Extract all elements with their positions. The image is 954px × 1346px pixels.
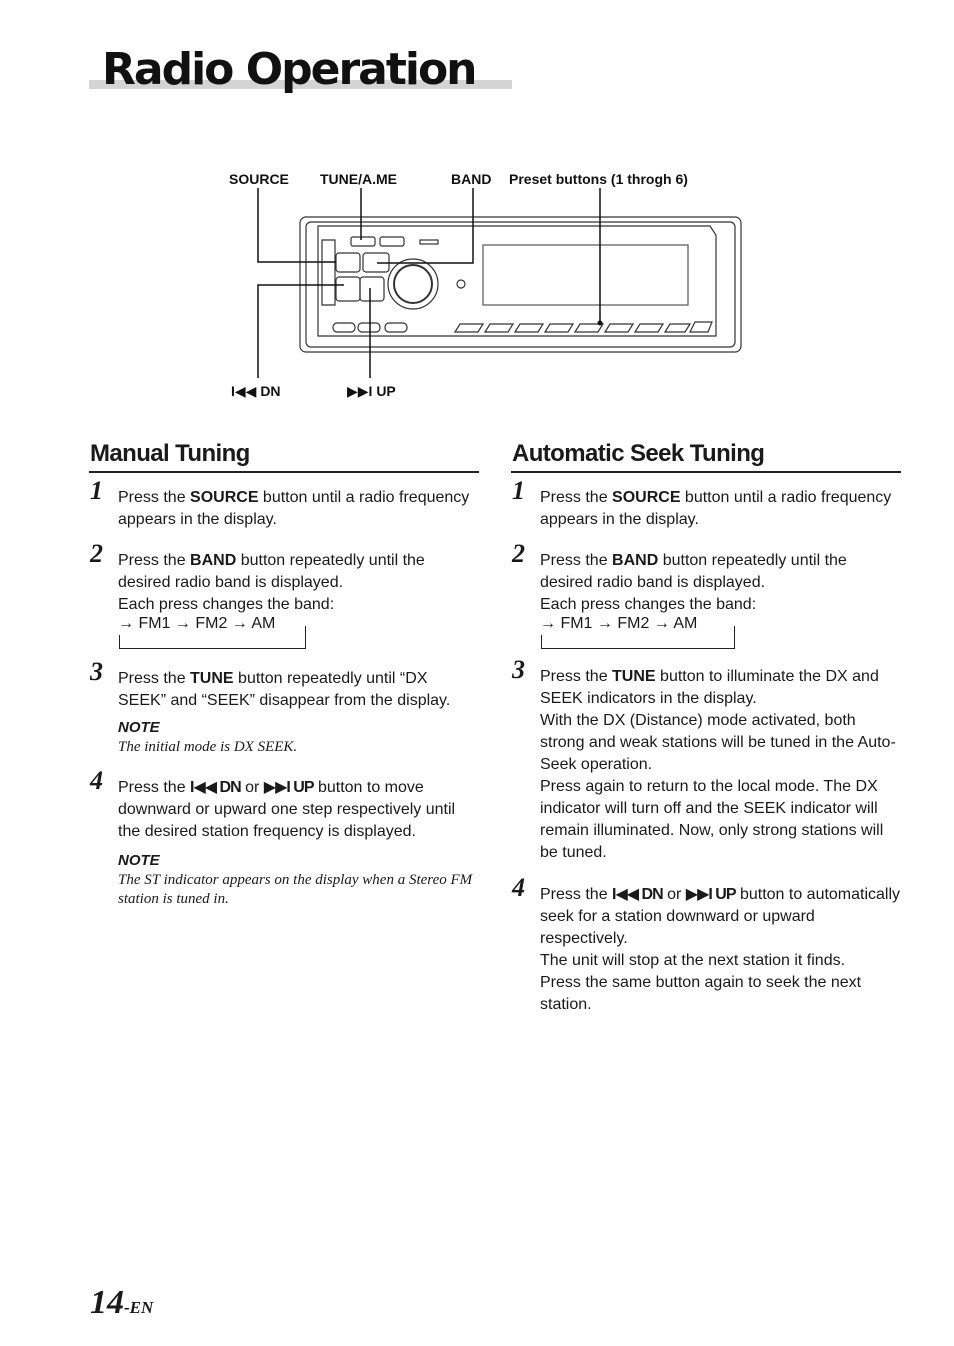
leader-source [258,188,336,262]
step-text: Press the SOURCE button until a radio frequency appears in the display. [118,489,470,528]
manual-step-2 [89,539,479,649]
step-text: Press the BAND button repeatedly until the desired radio band is displayed. [118,552,425,591]
manual-tuning-section [89,440,479,909]
preset-shape-2 [485,324,513,332]
faceplate-panel [318,226,716,336]
head-unit-diagram [0,160,954,420]
preset-shape-9 [690,322,712,332]
manual-step-3 [89,657,479,757]
band-cycle-text: → FM1 → FM2 → AM [540,613,703,635]
step-extra-text: The unit will stop at the next station it finds. [540,952,846,969]
rotary-knob-outer [388,259,438,309]
source-button-shape [336,253,360,272]
page-number: 14-EN [90,1284,154,1321]
label-source: SOURCE [229,171,289,187]
note-label: NOTE [118,719,160,736]
manual-step-4 [89,766,479,909]
auto-step-1 [511,476,901,531]
label-up: ▶▶I UP [347,383,396,399]
step-text: Press the SOURCE button until a radio frequency appears in the display. [540,489,892,528]
bottom-oval-1 [333,323,355,332]
preset-shape-5 [575,324,603,332]
up-button-shape [360,277,384,301]
step-number: 4 [512,873,525,902]
preset-shape-3 [515,324,543,332]
manual-tuning-heading: Manual Tuning [89,440,479,473]
leader-dn [258,285,344,378]
step-number: 2 [512,539,525,568]
label-tune: TUNE/A.ME [320,171,397,187]
step-text: Press the I◀◀ DN or ▶▶I UP button to automatically seek for a station downward or upward respectively. [540,886,901,947]
top-button-1 [351,237,375,246]
step-number: 1 [512,476,525,505]
step-extra-text: With the DX (Distance) mode activated, both strong and weak stations will be tuned in the Auto-Seek operation. [540,712,896,773]
step-number: 1 [90,476,103,505]
page-suffix: -EN [124,1298,154,1317]
preset-shape-1 [455,324,483,332]
note-label: NOTE [118,852,160,869]
step-number: 2 [90,539,103,568]
auto-seek-heading: Automatic Seek Tuning [511,440,901,473]
preset-pointer-dot [598,321,603,326]
preset-shape-4 [545,324,573,332]
dn-button-shape [336,277,360,301]
label-dn: I◀◀ DN [231,383,281,399]
note-text: The initial mode is DX SEEK. [118,739,298,755]
step-extra-text-2: Press the same button again to seek the next station. [540,974,862,1013]
step-number: 3 [90,657,103,686]
top-button-2 [380,237,404,246]
auto-step-2 [511,539,901,649]
step-extra-text-2: Press again to return to the local mode. The DX indicator will turn off and the SEEK indicator will remain illuminated. Now, only strong stations will be tuned. [540,778,884,861]
indicator-dot [457,280,465,288]
page-title: Radio Operation [102,44,476,95]
manual-step-1 [89,476,479,531]
auto-seek-section [511,440,901,1016]
step-text: Press the BAND button repeatedly until the desired radio band is displayed. [540,552,847,591]
step-text: Press the TUNE button to illuminate the DX and SEEK indicators in the display. [540,668,879,707]
step-text: Press the I◀◀ DN or ▶▶I UP button to move downward or upward one step respectively until the desired station frequency is displayed. [118,779,456,840]
step-number: 3 [512,655,525,684]
band-cycle-diagram [118,615,306,649]
rotary-knob-inner [394,265,432,303]
note-text: The ST indicator appears on the display when a Stereo FM station is tuned in. [118,872,473,907]
step-text: Press the TUNE button repeatedly until “DX SEEK” and “SEEK” disappear from the display. [118,670,451,709]
preset-shape-7 [635,324,663,332]
label-band: BAND [451,171,492,187]
small-slot [420,240,438,244]
step-number: 4 [90,766,103,795]
display-window [483,245,688,305]
step-extra-text: Each press changes the band: [540,596,757,613]
preset-shape-8 [665,324,690,332]
auto-step-3 [511,655,901,864]
band-cycle-diagram [540,615,735,649]
step-extra-text: Each press changes the band: [118,596,335,613]
left-trim [322,240,335,305]
label-preset: Preset buttons (1 throgh 6) [509,171,688,187]
head-unit-drawing [0,160,954,420]
band-cycle-text: → FM1 → FM2 → AM [118,613,281,635]
bottom-oval-2 [358,323,380,332]
preset-shape-6 [605,324,633,332]
bottom-oval-3 [385,323,407,332]
auto-step-4 [511,873,901,1016]
